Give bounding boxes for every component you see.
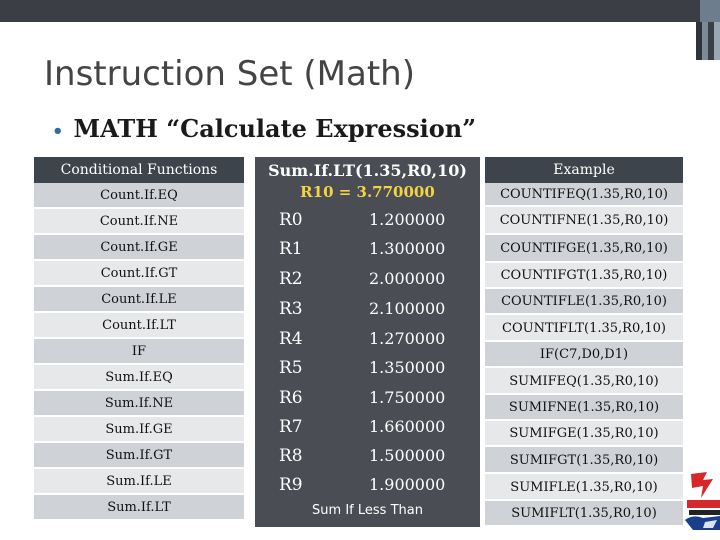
top-decor-bar: [0, 0, 700, 22]
table-row: Count.If.GT: [34, 261, 244, 287]
register-name: R6: [279, 388, 303, 408]
register-panel: [255, 157, 480, 527]
register-row: [255, 236, 480, 265]
register-name: R8: [279, 446, 303, 466]
register-row: [255, 355, 480, 384]
register-row: [255, 326, 480, 355]
register-row: [255, 385, 480, 414]
table-row: Sum.If.GT: [34, 443, 244, 469]
register-value: 1.270000: [369, 329, 446, 348]
register-name: R5: [279, 358, 303, 378]
register-name: R7: [279, 417, 303, 437]
bullet-dot-icon: •: [52, 121, 64, 142]
register-value: 1.200000: [369, 210, 446, 229]
table-row: SUMIFEQ(1.35,R0,10): [485, 368, 683, 395]
table-header: Conditional Functions: [34, 157, 244, 183]
table-row: COUNTIFEQ(1.35,R0,10): [485, 183, 683, 207]
table-row: SUMIFLT(1.35,R0,10): [485, 501, 683, 527]
register-row: [255, 207, 480, 236]
table-row: Count.If.GE: [34, 235, 244, 261]
register-row: [255, 472, 480, 501]
decor-strip: [714, 22, 720, 60]
result-value: R10 = 3.770000: [300, 183, 435, 201]
register-value: 1.660000: [369, 417, 446, 436]
conditional-functions-table: [34, 157, 244, 521]
panel-title: Sum.If.LT(1.35,R0,10): [268, 161, 467, 180]
table-row: COUNTIFLT(1.35,R0,10): [485, 315, 683, 342]
table-row: SUMIFLE(1.35,R0,10): [485, 474, 683, 501]
register-name: R9: [279, 475, 303, 495]
table-row: COUNTIFGE(1.35,R0,10): [485, 235, 683, 263]
top-decor-accent: [700, 0, 720, 22]
register-name: R3: [279, 299, 303, 319]
table-row: Count.If.EQ: [34, 183, 244, 209]
table-row: Count.If.LE: [34, 287, 244, 313]
table-row: Sum.If.LE: [34, 469, 244, 495]
register-name: R4: [279, 329, 303, 349]
register-name: R1: [279, 239, 303, 259]
register-value: 2.000000: [369, 269, 446, 288]
example-table: [485, 157, 683, 527]
register-row: [255, 266, 480, 295]
register-value: 1.500000: [369, 446, 446, 465]
register-row: [255, 414, 480, 443]
slide-title: Instruction Set (Math): [44, 54, 415, 94]
table-row: Sum.If.EQ: [34, 365, 244, 391]
table-row: SUMIFGE(1.35,R0,10): [485, 421, 683, 447]
table-row: Count.If.NE: [34, 209, 244, 235]
table-row: Count.If.LT: [34, 313, 244, 339]
register-name: R0: [279, 210, 303, 230]
table-row: IF: [34, 339, 244, 365]
table-row: IF(C7,D0,D1): [485, 342, 683, 368]
table-row: SUMIFGT(1.35,R0,10): [485, 447, 683, 474]
register-row: [255, 296, 480, 325]
register-value: 1.750000: [369, 388, 446, 407]
panel-footer: Sum If Less Than: [312, 503, 423, 518]
table-row: Sum.If.GE: [34, 417, 244, 443]
register-name: R2: [279, 269, 303, 289]
register-value: 1.350000: [369, 358, 446, 377]
register-value: 1.300000: [369, 239, 446, 258]
table-row: COUNTIFLE(1.35,R0,10): [485, 289, 683, 315]
register-row: [255, 443, 480, 472]
table-row: Sum.If.LT: [34, 495, 244, 521]
company-logo-icon: [683, 470, 720, 532]
register-value: 2.100000: [369, 299, 446, 318]
table-header: Example: [485, 157, 683, 183]
table-row: COUNTIFNE(1.35,R0,10): [485, 207, 683, 235]
table-row: COUNTIFGT(1.35,R0,10): [485, 263, 683, 289]
bullet-point: [52, 114, 476, 143]
bullet-text: MATH “Calculate Expression”: [73, 114, 476, 143]
table-row: SUMIFNE(1.35,R0,10): [485, 395, 683, 421]
register-value: 1.900000: [369, 475, 446, 494]
table-row: Sum.If.NE: [34, 391, 244, 417]
